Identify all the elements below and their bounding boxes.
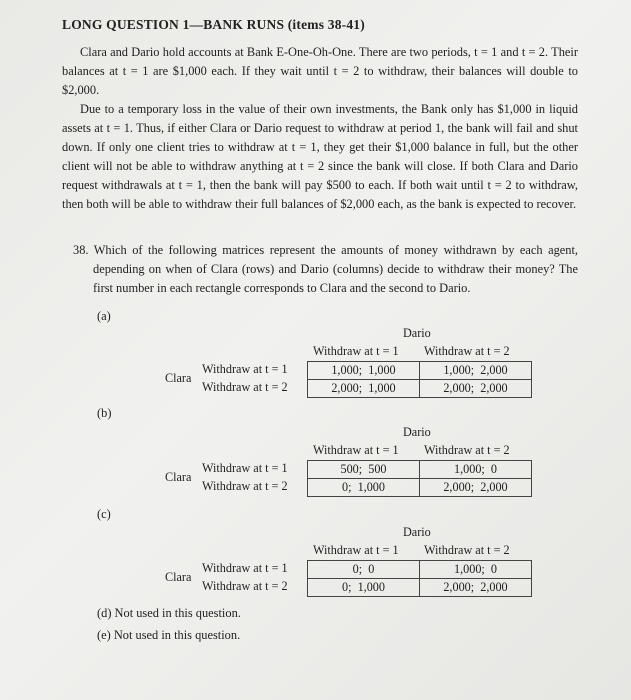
matrix-c [165,525,545,605]
table-row [308,579,532,597]
row-header: Withdraw at t = 2 [202,479,288,493]
row-header: Withdraw at t = 1 [202,561,288,575]
col-header: Withdraw at t = 2 [424,344,510,358]
row-player: Clara [165,371,192,385]
matrix-b [165,425,545,505]
option-d: (d) Not used in this question. [97,606,241,620]
row-header: Withdraw at t = 2 [202,579,288,593]
col-header: Withdraw at t = 1 [313,344,399,358]
cell: 1,000; 1,000 [308,362,420,380]
section-title: LONG QUESTION 1—BANK RUNS (items 38-41) [62,17,365,32]
question-38: 38. Which of the following matrices represent the amounts of money withdrawn by each agent, depending on when of Clara (rows) and Dario (columns) decide to withdraw their money? The first number in each rectangle corresponds to Clara and the second to Dario. [73,243,578,295]
option-e: (e) Not used in this question. [97,628,241,642]
payoff-table [307,460,532,497]
col-header: Withdraw at t = 2 [424,443,510,457]
table-row [308,461,532,479]
matrix-a [165,326,545,406]
payoff-table [307,361,532,398]
cell: 2,000; 1,000 [308,380,420,398]
cell: 2,000; 2,000 [420,380,532,398]
option-a-label: (a) [97,309,111,323]
row-player: Clara [165,470,192,484]
col-player: Dario [403,425,431,439]
row-header: Withdraw at t = 2 [202,380,288,394]
col-player: Dario [403,326,431,340]
cell: 2,000; 2,000 [420,579,532,597]
cell: 500; 500 [308,461,420,479]
table-row [308,362,532,380]
col-header: Withdraw at t = 1 [313,543,399,557]
paragraph-2: Due to a temporary loss in the value of their own investments, the Bank only has $1,000 in liquid assets at t = 1. Thus, if either Clara or Dario request to withdraw at period 1, the bank will fail and shut down. If only one client tries to withdraw at t = 1, they get their $1,000 balance in full, but the other client will not be able to withdraw anything at t = 2 since the bank will close. If both Clara and Dario request withdrawals at t = 1, then the bank will pay $500 to each. If both wait until t = 2 to withdraw, then both will be able to withdraw their full balances of $2,000 each, as the bank is expected to recover. [62,102,578,211]
payoff-table [307,560,532,597]
cell: 1,000; 2,000 [420,362,532,380]
table-row [308,380,532,398]
col-player: Dario [403,525,431,539]
cell: 0; 1,000 [308,479,420,497]
row-header: Withdraw at t = 1 [202,461,288,475]
col-header: Withdraw at t = 2 [424,543,510,557]
cell: 1,000; 0 [420,461,532,479]
col-header: Withdraw at t = 1 [313,443,399,457]
cell: 0; 0 [308,561,420,579]
intro-text [62,43,578,214]
table-row [308,561,532,579]
cell: 1,000; 0 [420,561,532,579]
cell: 2,000; 2,000 [420,479,532,497]
row-header: Withdraw at t = 1 [202,362,288,376]
paragraph-1: Clara and Dario hold accounts at Bank E-One-Oh-One. There are two periods, t = 1 and t = 2. Their balances at t = 1 are $1,000 each. If they wait until t = 2 to withdraw, their balances will double to $2,000. [62,45,578,97]
option-c-label: (c) [97,507,111,521]
cell: 0; 1,000 [308,579,420,597]
table-row [308,479,532,497]
row-player: Clara [165,570,192,584]
option-b-label: (b) [97,406,112,420]
